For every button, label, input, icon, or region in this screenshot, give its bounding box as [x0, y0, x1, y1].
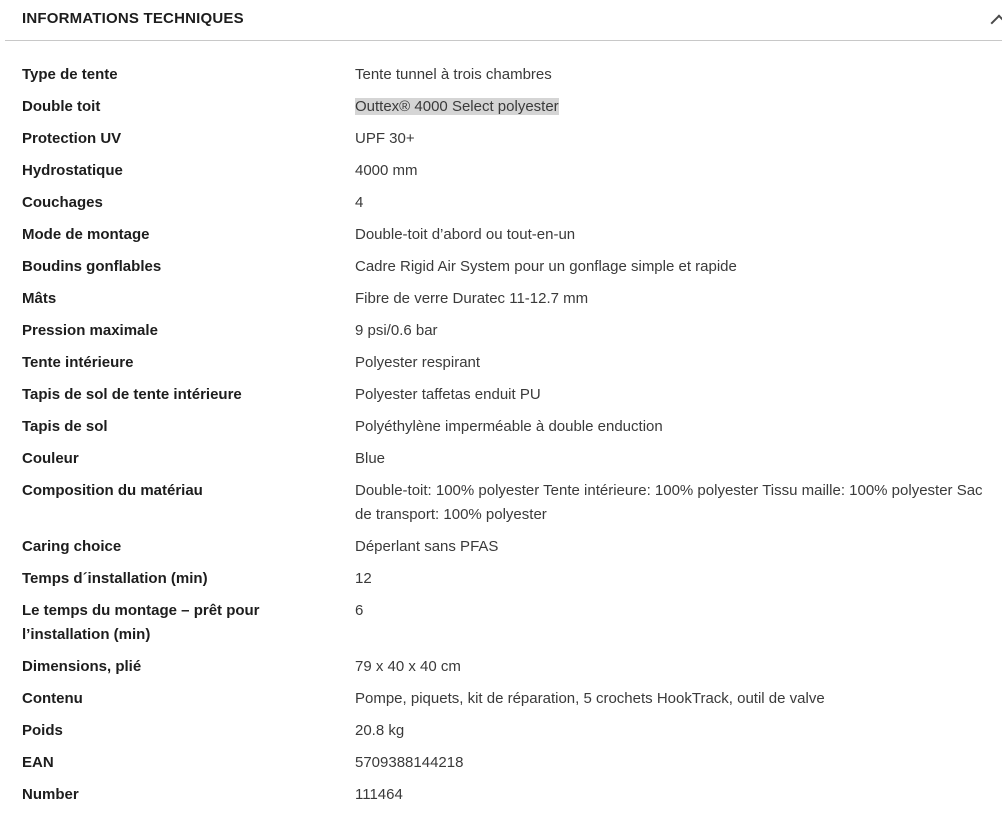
spec-row [22, 351, 1002, 375]
spec-label: Pression maximale [22, 322, 158, 339]
spec-row [22, 287, 1002, 311]
spec-row [22, 127, 1002, 151]
spec-value [355, 535, 1000, 559]
selected-text: Outtex® 4000 Select polyester [355, 98, 559, 115]
spec-label: Hydrostatique [22, 162, 123, 179]
spec-value-text: Déperlant sans PFAS [355, 538, 499, 555]
spec-value-text: 4000 mm [355, 162, 418, 179]
spec-row [22, 159, 1002, 183]
spec-value [355, 783, 1000, 807]
spec-label: Type de tente [22, 66, 118, 83]
spec-label: Couchages [22, 194, 103, 211]
spec-value-text: Polyester respirant [355, 354, 481, 371]
spec-value-text: 12 [355, 570, 372, 587]
spec-value [355, 599, 1000, 623]
spec-value [355, 383, 1000, 407]
spec-value [355, 719, 1000, 743]
spec-value [355, 255, 1000, 279]
spec-label: Composition du matériau [22, 482, 203, 499]
spec-row [22, 415, 1002, 439]
spec-value-text: UPF 30+ [355, 130, 415, 147]
spec-value-text: Double-toit d’abord ou tout-en-un [355, 226, 576, 243]
spec-value-text: 6 [355, 602, 364, 619]
spec-value [355, 95, 1000, 119]
spec-value-text: Fibre de verre Duratec 11-12.7 mm [355, 290, 589, 307]
spec-label: Protection UV [22, 130, 122, 147]
spec-value [355, 447, 1000, 471]
spec-value-text: 5709388144218 [355, 754, 464, 771]
spec-label: Contenu [22, 690, 83, 707]
spec-label: Tente intérieure [22, 354, 134, 371]
spec-value-text: Polyéthylène imperméable à double enduction [355, 418, 663, 435]
spec-value [355, 191, 1000, 215]
chevron-up-icon[interactable] [991, 15, 1002, 32]
spec-value [355, 751, 1000, 775]
spec-row [22, 535, 1002, 559]
spec-row [22, 599, 1002, 647]
spec-label: Poids [22, 722, 63, 739]
spec-row [22, 783, 1002, 807]
section-header[interactable] [0, 0, 1002, 40]
spec-value-text: Polyester taffetas enduit PU [355, 386, 541, 403]
spec-value [355, 319, 1000, 343]
spec-value-text: Tente tunnel à trois chambres [355, 66, 552, 83]
spec-value-text: Cadre Rigid Air System pour un gonflage simple et rapide [355, 258, 737, 275]
spec-row [22, 383, 1002, 407]
spec-value [355, 63, 1000, 87]
spec-value [355, 351, 1000, 375]
spec-value [355, 415, 1000, 439]
spec-row [22, 255, 1002, 279]
spec-label: Number [22, 786, 79, 803]
spec-value-text: 111464 [355, 786, 403, 803]
spec-value-text: 20.8 kg [355, 722, 405, 739]
spec-row [22, 191, 1002, 215]
spec-value-text: 4 [355, 194, 364, 211]
spec-label: Dimensions, plié [22, 658, 142, 675]
spec-label: EAN [22, 754, 54, 771]
spec-row [22, 479, 1002, 527]
spec-label: Tapis de sol [22, 418, 108, 435]
spec-row [22, 447, 1002, 471]
spec-label: Mode de montage [22, 226, 150, 243]
spec-value [355, 567, 1000, 591]
spec-value-text: 9 psi/0.6 bar [355, 322, 438, 339]
spec-row [22, 63, 1002, 87]
spec-row [22, 751, 1002, 775]
spec-row [22, 719, 1002, 743]
spec-label: Le temps du montage – prêt pour l’installation (min) [22, 602, 260, 643]
spec-value [355, 479, 1000, 527]
spec-row [22, 567, 1002, 591]
spec-value-text: Pompe, piquets, kit de réparation, 5 crochets HookTrack, outil de valve [355, 690, 825, 707]
spec-value [355, 287, 1000, 311]
spec-value [355, 159, 1000, 183]
spec-value [355, 223, 1000, 247]
spec-value [355, 687, 1000, 711]
spec-label: Temps d´installation (min) [22, 570, 208, 587]
spec-value-text: 79 x 40 x 40 cm [355, 658, 461, 675]
spec-row [22, 655, 1002, 679]
spec-label: Double toit [22, 98, 101, 115]
spec-value [355, 127, 1000, 151]
spec-value [355, 655, 1000, 679]
spec-label: Couleur [22, 450, 79, 467]
spec-row [22, 687, 1002, 711]
spec-label: Boudins gonflables [22, 258, 162, 275]
spec-row [22, 319, 1002, 343]
spec-label: Caring choice [22, 538, 122, 555]
section-title: INFORMATIONS TECHNIQUES [22, 10, 244, 27]
spec-value-text: Blue [355, 450, 386, 467]
spec-value-text: Double-toit: 100% polyester Tente intérieure: 100% polyester Tissu maille: 100% polyester Sac de transport: 100% polyester [355, 482, 983, 523]
spec-label: Mâts [22, 290, 57, 307]
spec-table [0, 41, 1002, 807]
spec-label: Tapis de sol de tente intérieure [22, 386, 242, 403]
spec-row [22, 95, 1002, 119]
spec-row [22, 223, 1002, 247]
